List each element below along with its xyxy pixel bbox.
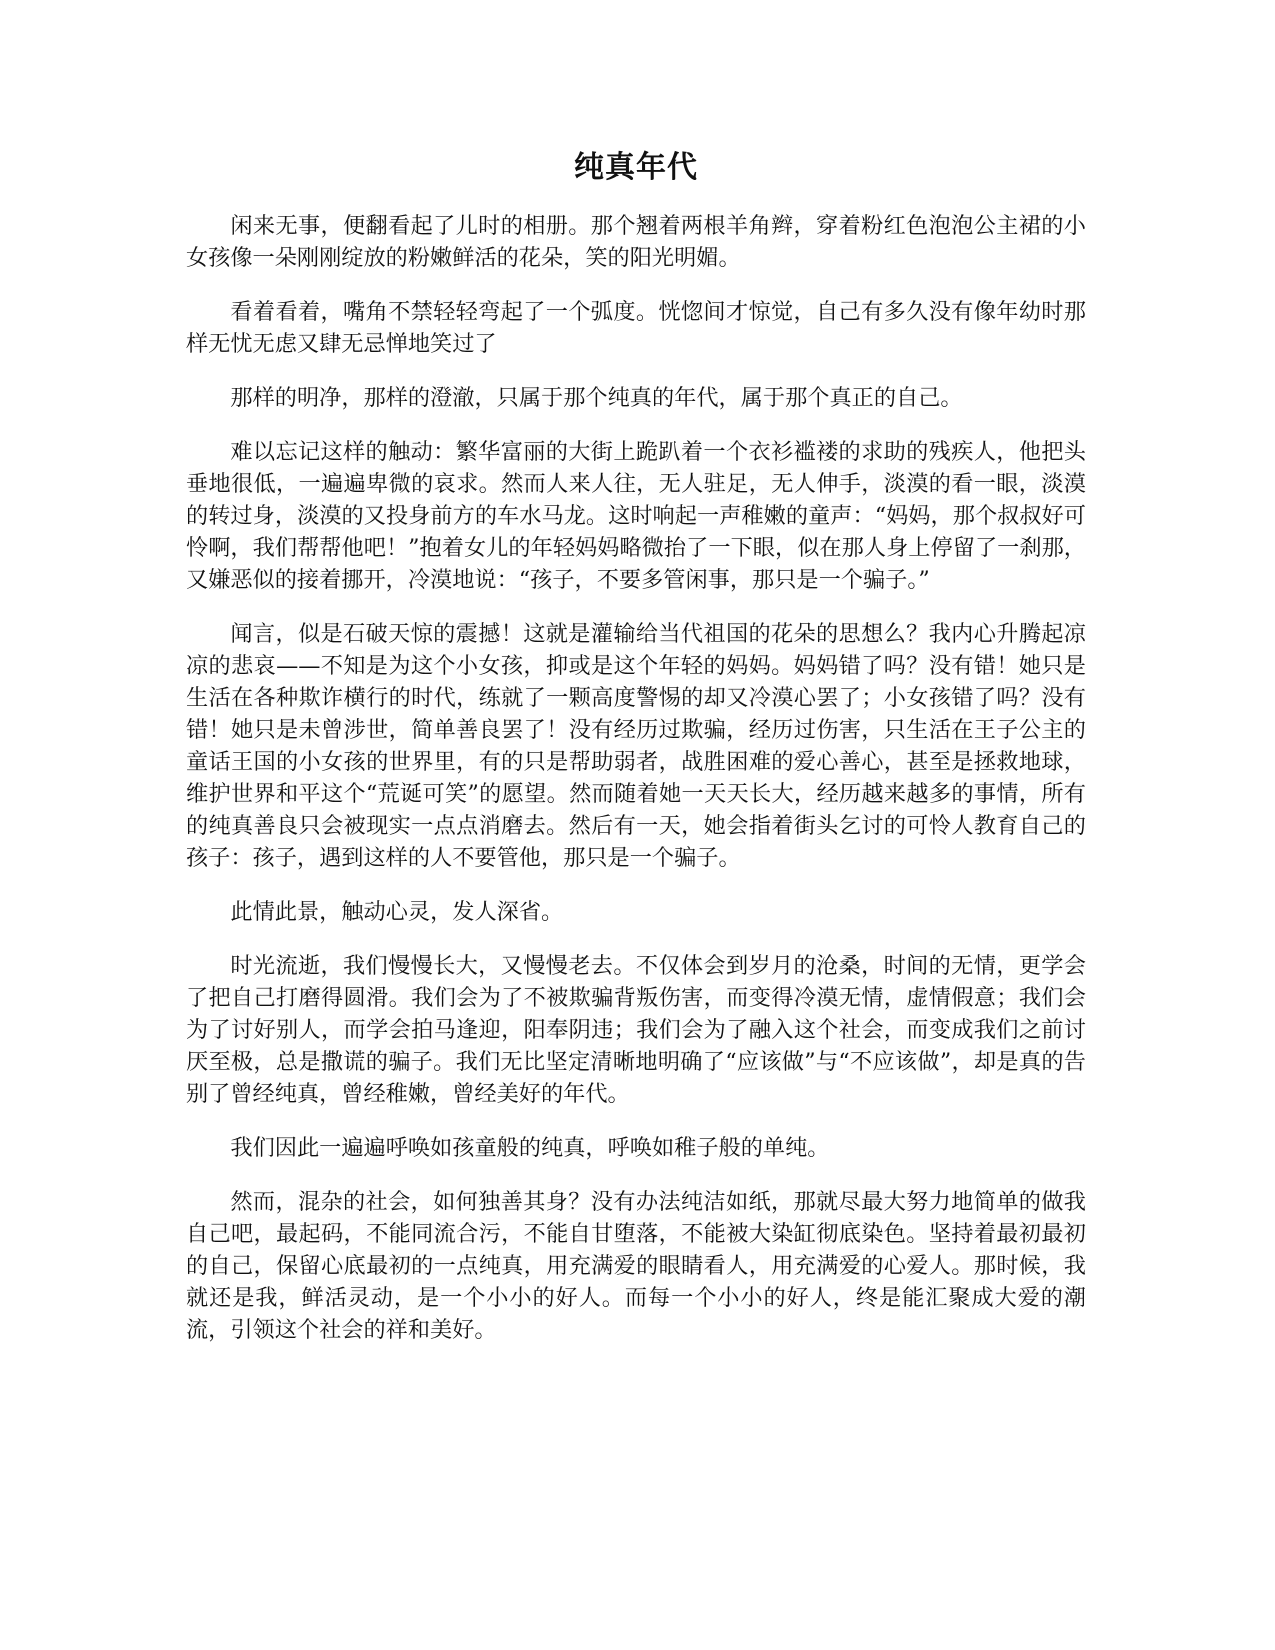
paragraph-8: 我们因此一遍遍呼唤如孩童般的纯真，呼唤如稚子般的单纯。	[230, 1135, 830, 1161]
paragraph-7: 时光流逝，我们慢慢长大，又慢慢老去。不仅体会到岁月的沧桑，时间的无情，更学会了把自己打磨得圆滑。我们会为了不被欺骗背叛伤害，而变得冷漠无情，虚情假意；我们会为了讨好别人，而学会拍马逢迎，阳奉阴违；我们会为了融入这个社会，而变成我们之前讨厌至极，总是撒谎的骗子。我们无比坚定清晰地明确了“应该做”与“不应该做”，却是真的告别了曾经纯真，曾经稚嫩，曾经美好的年代。	[186, 953, 1086, 1107]
paragraph-9: 然而，混杂的社会，如何独善其身？没有办法纯洁如纸，那就尽最大努力地简单的做我自己吧，最起码，不能同流合污，不能自甘堕落，不能被大染缸彻底染色。坚持着最初最初的自己，保留心底最初的一点纯真，用充满爱的眼睛看人，用充满爱的心爱人。那时候，我就还是我，鲜活灵动，是一个小小的好人。而每一个小小的好人，终是能汇聚成大爱的潮流，引领这个社会的祥和美好。	[186, 1189, 1086, 1343]
paragraph-5: 闻言，似是石破天惊的震撼！这就是灌输给当代祖国的花朵的思想么？我内心升腾起凉凉的悲哀——不知是为这个小女孩，抑或是这个年轻的妈妈。妈妈错了吗？没有错！她只是生活在各种欺诈横行的时代，练就了一颗高度警惕的却又冷漠心罢了；小女孩错了吗？没有错！她只是未曾涉世，简单善良罢了！没有经历过欺骗，经历过伤害，只生活在王子公主的童话王国的小女孩的世界里，有的只是帮助弱者，战胜困难的爱心善心，甚至是拯救地球，维护世界和平这个“荒诞可笑”的愿望。然而随着她一天天长大，经历越来越多的事情，所有的纯真善良只会被现实一点点消磨去。然后有一天，她会指着街头乞讨的可怜人教育自己的孩子：孩子，遇到这样的人不要管他，那只是一个骗子。	[186, 621, 1086, 871]
paragraph-6: 此情此景，触动心灵，发人深省。	[230, 899, 564, 925]
paragraph-2: 看着看着，嘴角不禁轻轻弯起了一个弧度。恍惚间才惊觉，自己有多久没有像年幼时那样无忧无虑又肆无忌惮地笑过了	[186, 299, 1086, 357]
document-page	[186, 146, 1086, 1368]
paragraph-4: 难以忘记这样的触动：繁华富丽的大街上跪趴着一个衣衫褴褛的求助的残疾人，他把头垂地很低，一遍遍卑微的哀求。然而人来人往，无人驻足，无人伸手，淡漠的看一眼，淡漠的转过身，淡漠的又投身前方的车水马龙。这时响起一声稚嫩的童声：“妈妈，那个叔叔好可怜啊，我们帮帮他吧！”抱着女儿的年轻妈妈略微抬了一下眼，似在那人身上停留了一刹那，又嫌恶似的接着挪开，冷漠地说：“孩子，不要多管闲事，那只是一个骗子。”	[186, 439, 1086, 593]
paragraph-1: 闲来无事，便翻看起了儿时的相册。那个翘着两根羊角辫，穿着粉红色泡泡公主裙的小女孩像一朵刚刚绽放的粉嫩鲜活的花朵，笑的阳光明媚。	[186, 213, 1086, 271]
paragraph-3: 那样的明净，那样的澄澈，只属于那个纯真的年代，属于那个真正的自己。	[230, 385, 963, 411]
document-title: 纯真年代	[574, 150, 698, 185]
